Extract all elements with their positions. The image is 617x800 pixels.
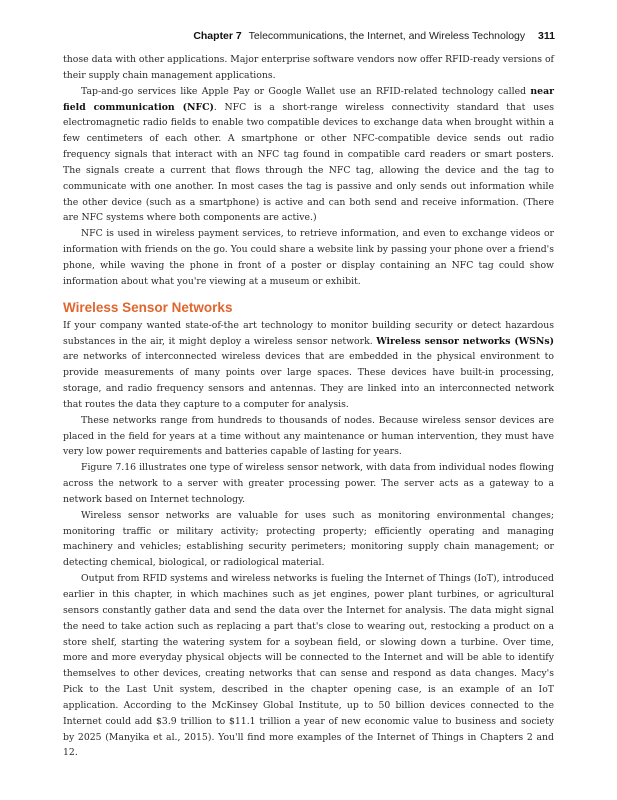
- paragraph-nfc-uses: NFC is used in wireless payment services, to retrieve information, and even to exchange videos or information with friends on the go. You could share a website link by passing your phone over a friend's phone, while waving the phone in front of a poster or display containing an NFC tag could show information about what you're viewing at a museum or exhibit.: [63, 228, 554, 287]
- body-text: [63, 52, 554, 761]
- chapter-title: Telecommunications, the Internet, and Wireless Technology: [248, 30, 526, 42]
- key-term-wsn: Wireless sensor networks (WSNs): [376, 335, 554, 347]
- chapter-label: Chapter 7: [193, 30, 242, 42]
- paragraph-continuation: those data with other applications. Major enterprise software vendors now offer RFID-ready versions of their supply chain management applications.: [63, 54, 554, 81]
- paragraph-wsn-definition: [63, 318, 554, 413]
- page-number: 311: [538, 30, 555, 42]
- paragraph-text: . NFC is a short-range wireless connectivity standard that uses electromagnetic radio fields to enable two compatible devices to exchange data when brought within a few centimeters of each other. A smartphone or other NFC-compatible device sends out radio frequency signals that interact with an NFC tag found in compatible card readers or smart posters. The signals create a current that flows through the NFC tag, allowing the device and the tag to communicate with one another. In most cases the tag is passive and only sends out information while the other device (such as a smartphone) is active and can both send and receive information. (There are NFC systems where both components are active.): [63, 101, 554, 224]
- paragraph-iot: Output from RFID systems and wireless networks is fueling the Internet of Things (IoT), introduced earlier in this chapter, in which machines such as jet engines, power plant turbines, or agricultural sensors constantly gather data and send the data over the Internet for analysis. The data might signal the need to take action such as replacing a part that's close to wearing out, restocking a product on a store shelf, starting the watering system for a soybean field, or slowing down a turbine. Over time, more and more everyday physical objects will be connected to the Internet and will be able to identify themselves to other devices, creating networks that can sense and respond as data changes. Macy's Pick to the Last Unit system, described in the chapter opening case, is an example of an IoT application. According to the McKinsey Global Institute, up to 50 billion devices connected to the Internet could add $3.9 trillion to $11.1 trillion a year of new economic value to business and society by 2025 (Manyika et al., 2015). You'll find more examples of the Internet of Things in Chapters 2 and 12.: [63, 573, 554, 759]
- paragraph-nfc-definition: [63, 84, 554, 227]
- paragraph-text: If your company wanted state-of-the art technology to monitor building security or detect hazardous substances in the air, it might deploy a wireless sensor network.: [63, 319, 554, 347]
- running-header: [0, 30, 555, 42]
- paragraph-text: are networks of interconnected wireless devices that are embedded in the physical environment to provide measurements of many points over large spaces. These devices have built-in processing, storage, and radio frequency sensors and antennas. They are linked into an interconnected network that routes the data they capture to a computer for analysis.: [63, 351, 554, 410]
- paragraph-figure-reference: Figure 7.16 illustrates one type of wireless sensor network, with data from individual nodes flowing across the network to a server with greater processing power. The server acts as a gateway to a network based on Internet technology.: [63, 462, 554, 505]
- paragraph-wsn-nodes: These networks range from hundreds to thousands of nodes. Because wireless sensor devices are placed in the field for years at a time without any maintenance or human intervention, they must have very low power requirements and batteries capable of lasting for years.: [63, 414, 554, 458]
- key-term-nfc: near field communication (NFC): [63, 85, 554, 113]
- paragraph-text: Tap-and-go services like Apple Pay or Google Wallet use an RFID-related technology called: [81, 85, 531, 97]
- paragraph-wsn-uses: Wireless sensor networks are valuable for uses such as monitoring environmental changes; monitoring traffic or military activity; protecting property; efficiently operating and managing machinery and vehicles; establishing security perimeters; monitoring supply chain management; or detecting chemical, biological, or radiological material.: [63, 509, 554, 569]
- section-heading: Wireless Sensor Networks: [63, 299, 233, 315]
